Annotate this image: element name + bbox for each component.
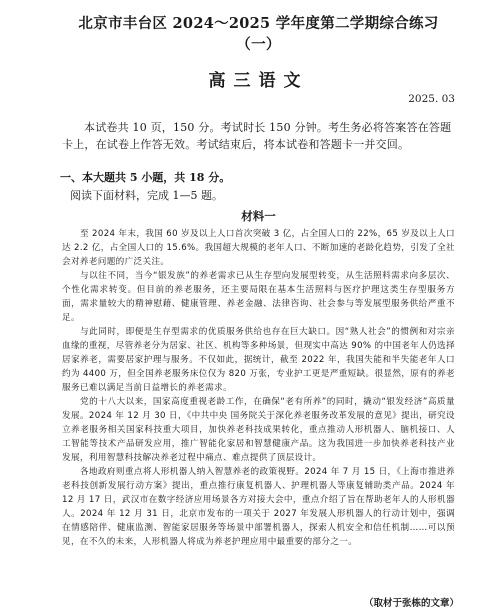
exam-title: 北京市丰台区 2024～2025 学年度第二学期综合练习（一） (78, 15, 439, 53)
exam-date: 2025. 03 (408, 93, 455, 105)
material-paragraph: 各地政府则重点将人形机器人纳入智慧养老的政策视野。2024 年 7 月 15 日，《上海市推进养老科技创新发展行动方案》提出，重点推行康复机器人、护理机器人等康复辅助类产品。2024 年 12 月 17 日，武汉市在数字经济应用场景各方对接大会中，重点介绍了旨在帮助老年人的人形机器人。2024 年 12 月 31 日，北京市发布的一项关于 2027 年发展人形机器人的行动计划中，强调在情感陪伴、健康监测、智能家居服务等场景中部署机器人，探索人机安全和信任机制……可以预见，在不久的未来，人形机器人将成为养老护理应用中最重要的部分之一。 (62, 467, 455, 547)
subject-title: 高三语文 (208, 71, 309, 91)
section-heading: 一、本大题共 5 小题，共 18 分。 (60, 171, 231, 184)
material-source: （取材于张栋的文章） (363, 598, 459, 609)
material-paragraph: 至 2024 年末，我国 60 岁及以上人口首次突破 3 亿，占全国人口的 22%，65 岁及以上人口达 2.2 亿，占全国人口的 15.6%。我国超大规模的老年人口、不断加速的老龄化趋势，引发了全社会对养老问题的广泛关注。 (62, 229, 455, 267)
section-instruction: 阅读下面材料，完成 1—5 题。 (70, 189, 223, 202)
exam-notice: 本试卷共 10 页，150 分。考试时长 150 分钟。考生务必将答案答在答题卡上，在试卷上作答无效。考试结束后，将本试卷和答题卡一并交回。 (62, 121, 452, 151)
material-paragraph: 与以往不同，当今“银发族”的养老需求已从生存型向发展型转变，从生活照料需求向多层次、个性化需求转变。但目前的养老服务，还主要局限在基本生活照料与医疗护理这类生存型服务方面，需求量较大的精神慰藉、健康管理、养老金融、法律咨询、社会参与等发展型服务供给严重不足。 (62, 271, 455, 323)
material-title: 材料一 (241, 209, 276, 223)
material-paragraph: 与此同时，即便是生存型需求的优质服务供给也存在巨大缺口。因“熟人社会”的惯例和对宗亲血缘的重视，尽管养老分为居家、社区、机构等多种场景，但现实中高达 90% 的中国老年人仍选择居家养老，需要居家护理与服务。不仅如此，据统计，截至 2022 年，我国失能和半失能老年人口约为 4400 万，但全国养老服务床位仅为 820 万张，专业护工更是严重短缺。很显然，原有的养老服务已难以满足当前日益增长的养老需求。 (62, 327, 456, 393)
material-paragraph: 党的十八大以来，国家高度重视老龄工作，在确保“老有所养”的同时，撬动“银发经济”高质量发展。2024 年 12 月 30 日，《中共中央 国务院关于深化养老服务改革发展的意见》提出，研究设立养老服务相关国家科技重大项目，加快养老科技成果转化，重点推动人形机器人、脑机接口、人工智能等技术产品研发应用，推广智能化家居和智慧健康产品。这为我国进一步加快养老科技产业发展，利用智慧科技解决养老过程中痛点、难点提供了顶层设计。 (62, 397, 455, 463)
